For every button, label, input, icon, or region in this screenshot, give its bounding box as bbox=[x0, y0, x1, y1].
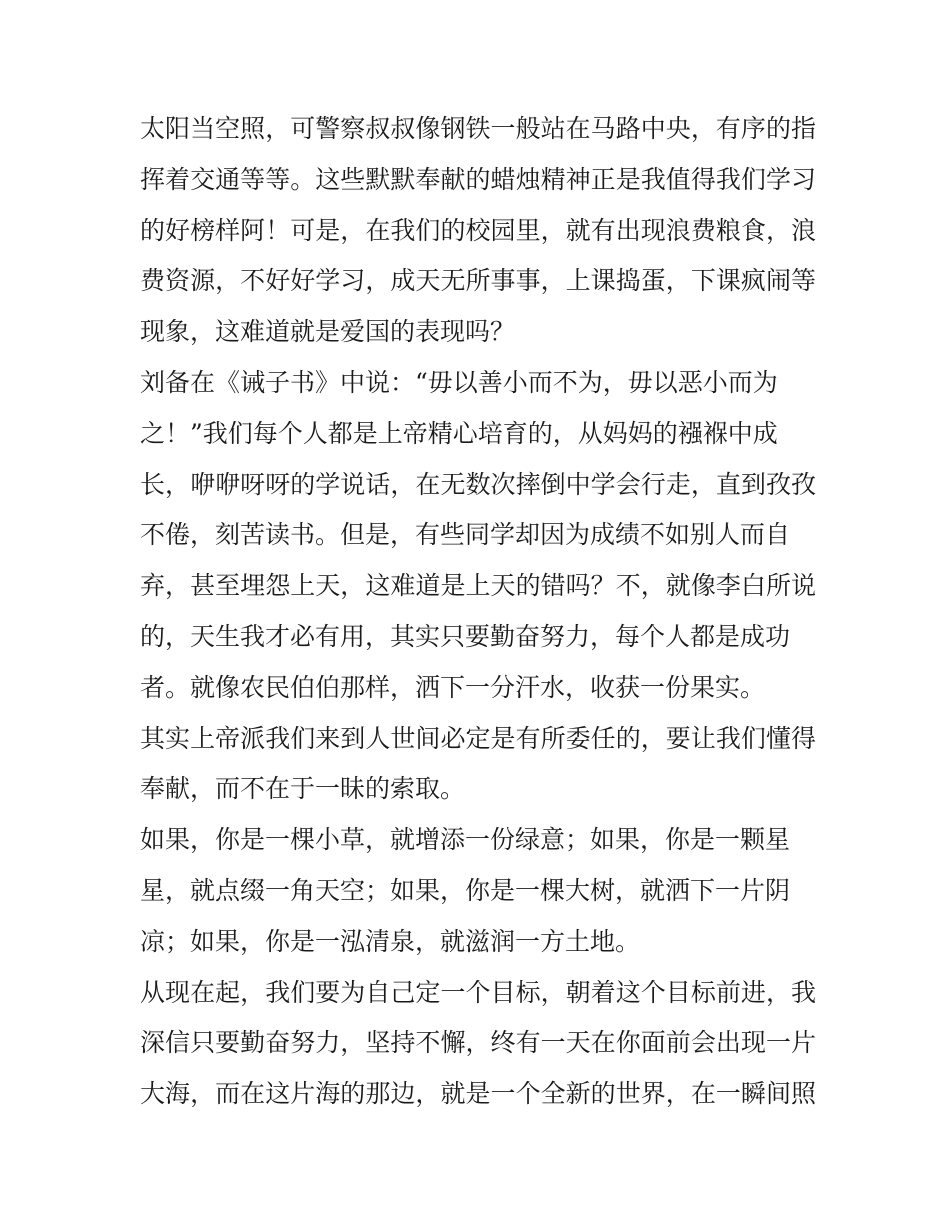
text-line: 的好榜样阿！可是，在我们的校园里，就有出现浪费粮食，浪 bbox=[140, 215, 816, 245]
body-text bbox=[140, 104, 816, 1120]
text-line: 深信只要勤奋努力，坚持不懈，终有一天在你面前会出现一片 bbox=[140, 1028, 816, 1058]
text-line: 者。就像农民伯伯那样，洒下一分汗水，收获一份果实。 bbox=[140, 672, 766, 702]
text-line: 长，咿咿呀呀的学说话，在无数次摔倒中学会行走，直到孜孜 bbox=[140, 469, 816, 499]
text-line: 太阳当空照，可警察叔叔像钢铁一般站在马路中央，有序的指 bbox=[140, 114, 816, 143]
text-line: 刘备在《诫子书》中说：“毋以善小而不为，毋以恶小而为 bbox=[140, 367, 778, 397]
text-line: 不倦，刻苦读书。但是，有些同学却因为成绩不如别人而自 bbox=[140, 520, 791, 550]
text-line: 星，就点缀一角天空；如果，你是一棵大树，就洒下一片阴 bbox=[140, 875, 791, 905]
text-line: 凉；如果，你是一泓清泉，就滋润一方土地。 bbox=[140, 926, 641, 956]
text-line: 从现在起，我们要为自己定一个目标，朝着这个目标前进，我 bbox=[140, 977, 816, 1007]
text-line: 其实上帝派我们来到人世间必定是有所委任的，要让我们懂得 bbox=[140, 723, 816, 753]
text-line: 费资源，不好好学习，成天无所事事，上课捣蛋，下课疯闹等 bbox=[140, 266, 816, 296]
text-line: 如果，你是一棵小草，就增添一份绿意；如果，你是一颗星 bbox=[140, 825, 791, 855]
text-line: 之！”我们每个人都是上帝精心培育的，从妈妈的襁褓中成 bbox=[140, 418, 778, 448]
text-line: 挥着交通等等。这些默默奉献的蜡烛精神正是我值得我们学习 bbox=[140, 164, 816, 194]
text-line: 奉献，而不在于一昧的索取。 bbox=[140, 774, 466, 804]
text-line: 的，天生我才必有用，其实只要勤奋努力，每个人都是成功 bbox=[140, 621, 791, 651]
text-line: 大海，而在这片海的那边，就是一个全新的世界，在一瞬间照 bbox=[140, 1079, 816, 1109]
text-line: 弃，甚至埋怨上天，这难道是上天的错吗？不，就像李白所说 bbox=[140, 571, 816, 601]
text-line: 现象，这难道就是爱国的表现吗？ bbox=[140, 317, 516, 347]
